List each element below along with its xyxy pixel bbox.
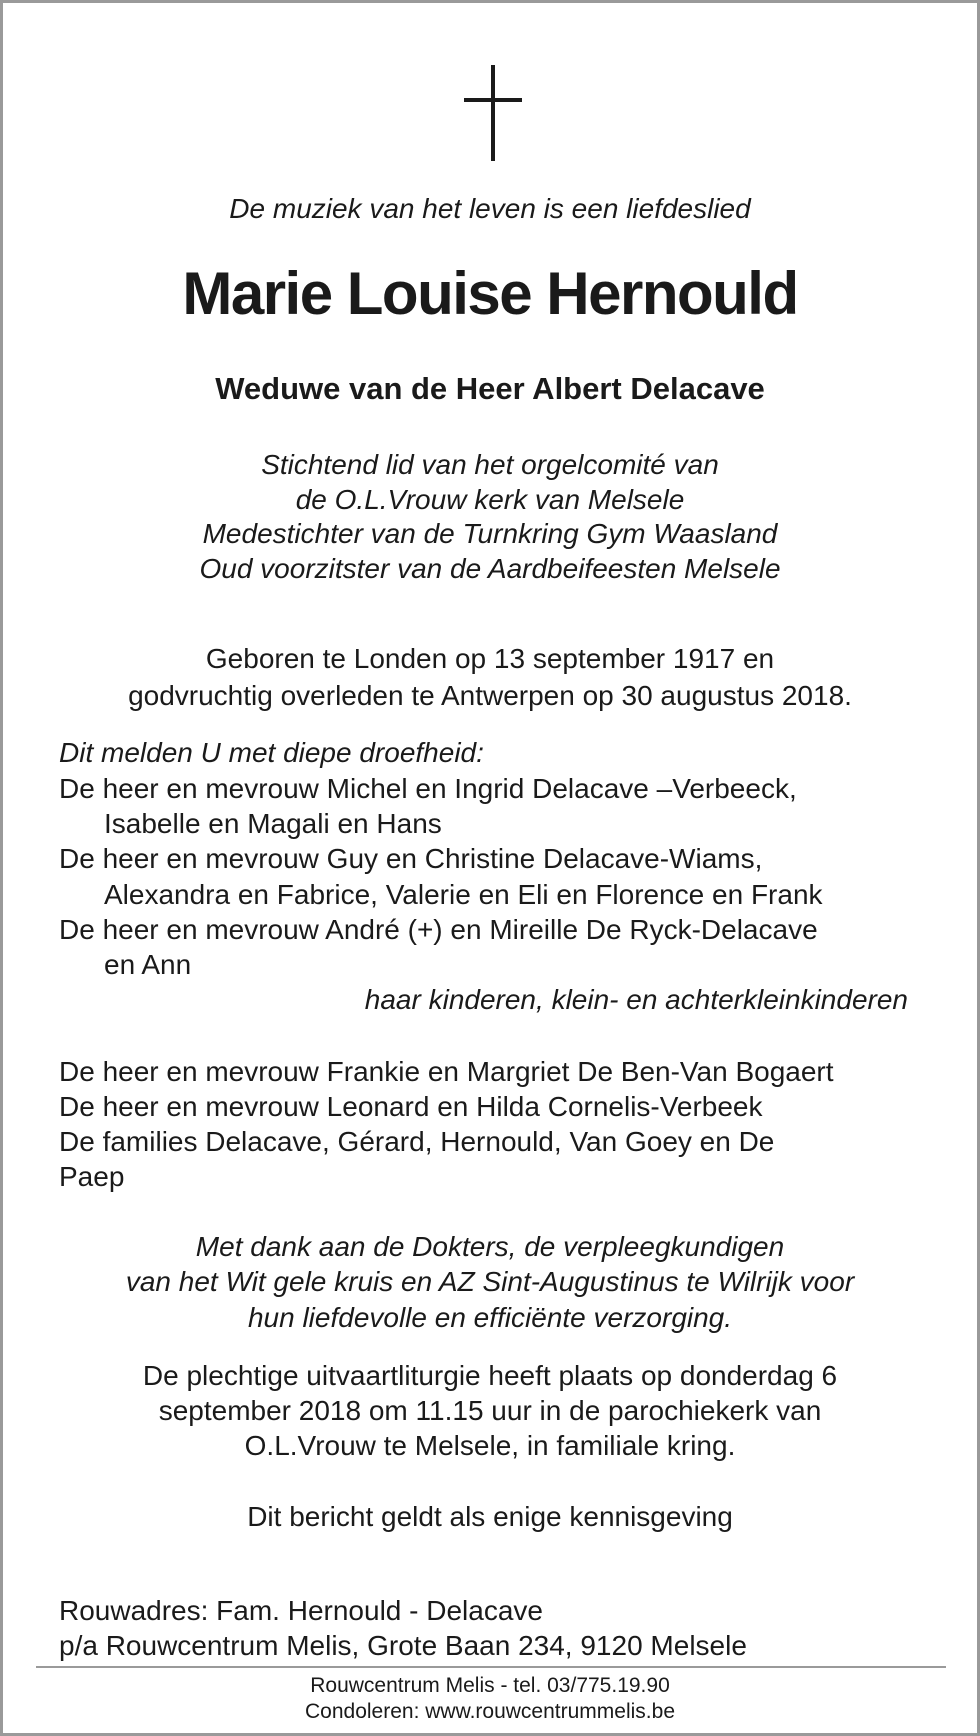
- role-line: Stichtend lid van het orgelcomité van: [261, 449, 719, 480]
- family-line: Alexandra en Fabrice, Valerie en Eli en Florence en Frank: [104, 879, 823, 910]
- relative-line: Paep: [59, 1161, 125, 1192]
- family-line: Isabelle en Magali en Hans: [104, 808, 442, 839]
- ceremony-line: september 2018 om 11.15 uur in de parochiekerk van: [158, 1395, 822, 1426]
- death-line: godvruchtig overleden te Antwerpen op 30 augustus 2018.: [128, 680, 852, 711]
- family-line: De heer en mevrouw Michel en Ingrid Delacave –Verbeeck,: [59, 773, 797, 804]
- role-line: de O.L.Vrouw kerk van Melsele: [295, 484, 685, 515]
- footer-website: Condoleren: www.rouwcentrummelis.be: [305, 1700, 675, 1723]
- widow-of: Weduwe van de Heer Albert Delacave: [215, 371, 765, 406]
- announce-intro: Dit melden U met diepe droefheid:: [59, 737, 484, 768]
- cross-icon: [464, 65, 522, 161]
- relative-line: De heer en mevrouw Leonard en Hilda Cornelis-Verbeek: [59, 1091, 763, 1122]
- ceremony-line: O.L.Vrouw te Melsele, in familiale kring.: [244, 1430, 736, 1461]
- thanks-line: Met dank aan de Dokters, de verpleegkundigen: [195, 1231, 785, 1262]
- address-line: Rouwadres: Fam. Hernould - Delacave: [59, 1595, 543, 1626]
- thanks-line: van het Wit gele kruis en AZ Sint-Augustinus te Wilrijk voor: [125, 1266, 855, 1297]
- family-caption: haar kinderen, klein- en achterkleinkinderen: [364, 984, 908, 1015]
- family-line: De heer en mevrouw André (+) en Mireille De Ryck-Delacave: [59, 914, 818, 945]
- address-line: p/a Rouwcentrum Melis, Grote Baan 234, 9120 Melsele: [59, 1630, 747, 1661]
- footer-phone: Rouwcentrum Melis - tel. 03/775.19.90: [310, 1674, 670, 1697]
- role-line: Medestichter van de Turnkring Gym Waasland: [202, 518, 778, 549]
- footer-divider: [36, 1666, 946, 1668]
- motto: De muziek van het leven is een liefdeslied: [229, 193, 751, 224]
- thanks-line: hun liefdevolle en efficiënte verzorging.: [247, 1302, 733, 1333]
- role-line: Oud voorzitster van de Aardbeifeesten Melsele: [199, 553, 781, 584]
- notice-line: Dit bericht geldt als enige kennisgeving: [247, 1501, 733, 1532]
- family-line: De heer en mevrouw Guy en Christine Delacave-Wiams,: [59, 843, 763, 874]
- relative-line: De heer en mevrouw Frankie en Margriet De Ben-Van Bogaert: [59, 1056, 834, 1087]
- birth-line: Geboren te Londen op 13 september 1917 en: [205, 643, 775, 674]
- family-line: en Ann: [104, 949, 192, 980]
- relative-line: De families Delacave, Gérard, Hernould, Van Goey en De: [59, 1126, 775, 1157]
- ceremony-line: De plechtige uitvaartliturgie heeft plaats op donderdag 6: [142, 1360, 838, 1391]
- deceased-name: Marie Louise Hernould: [182, 260, 798, 327]
